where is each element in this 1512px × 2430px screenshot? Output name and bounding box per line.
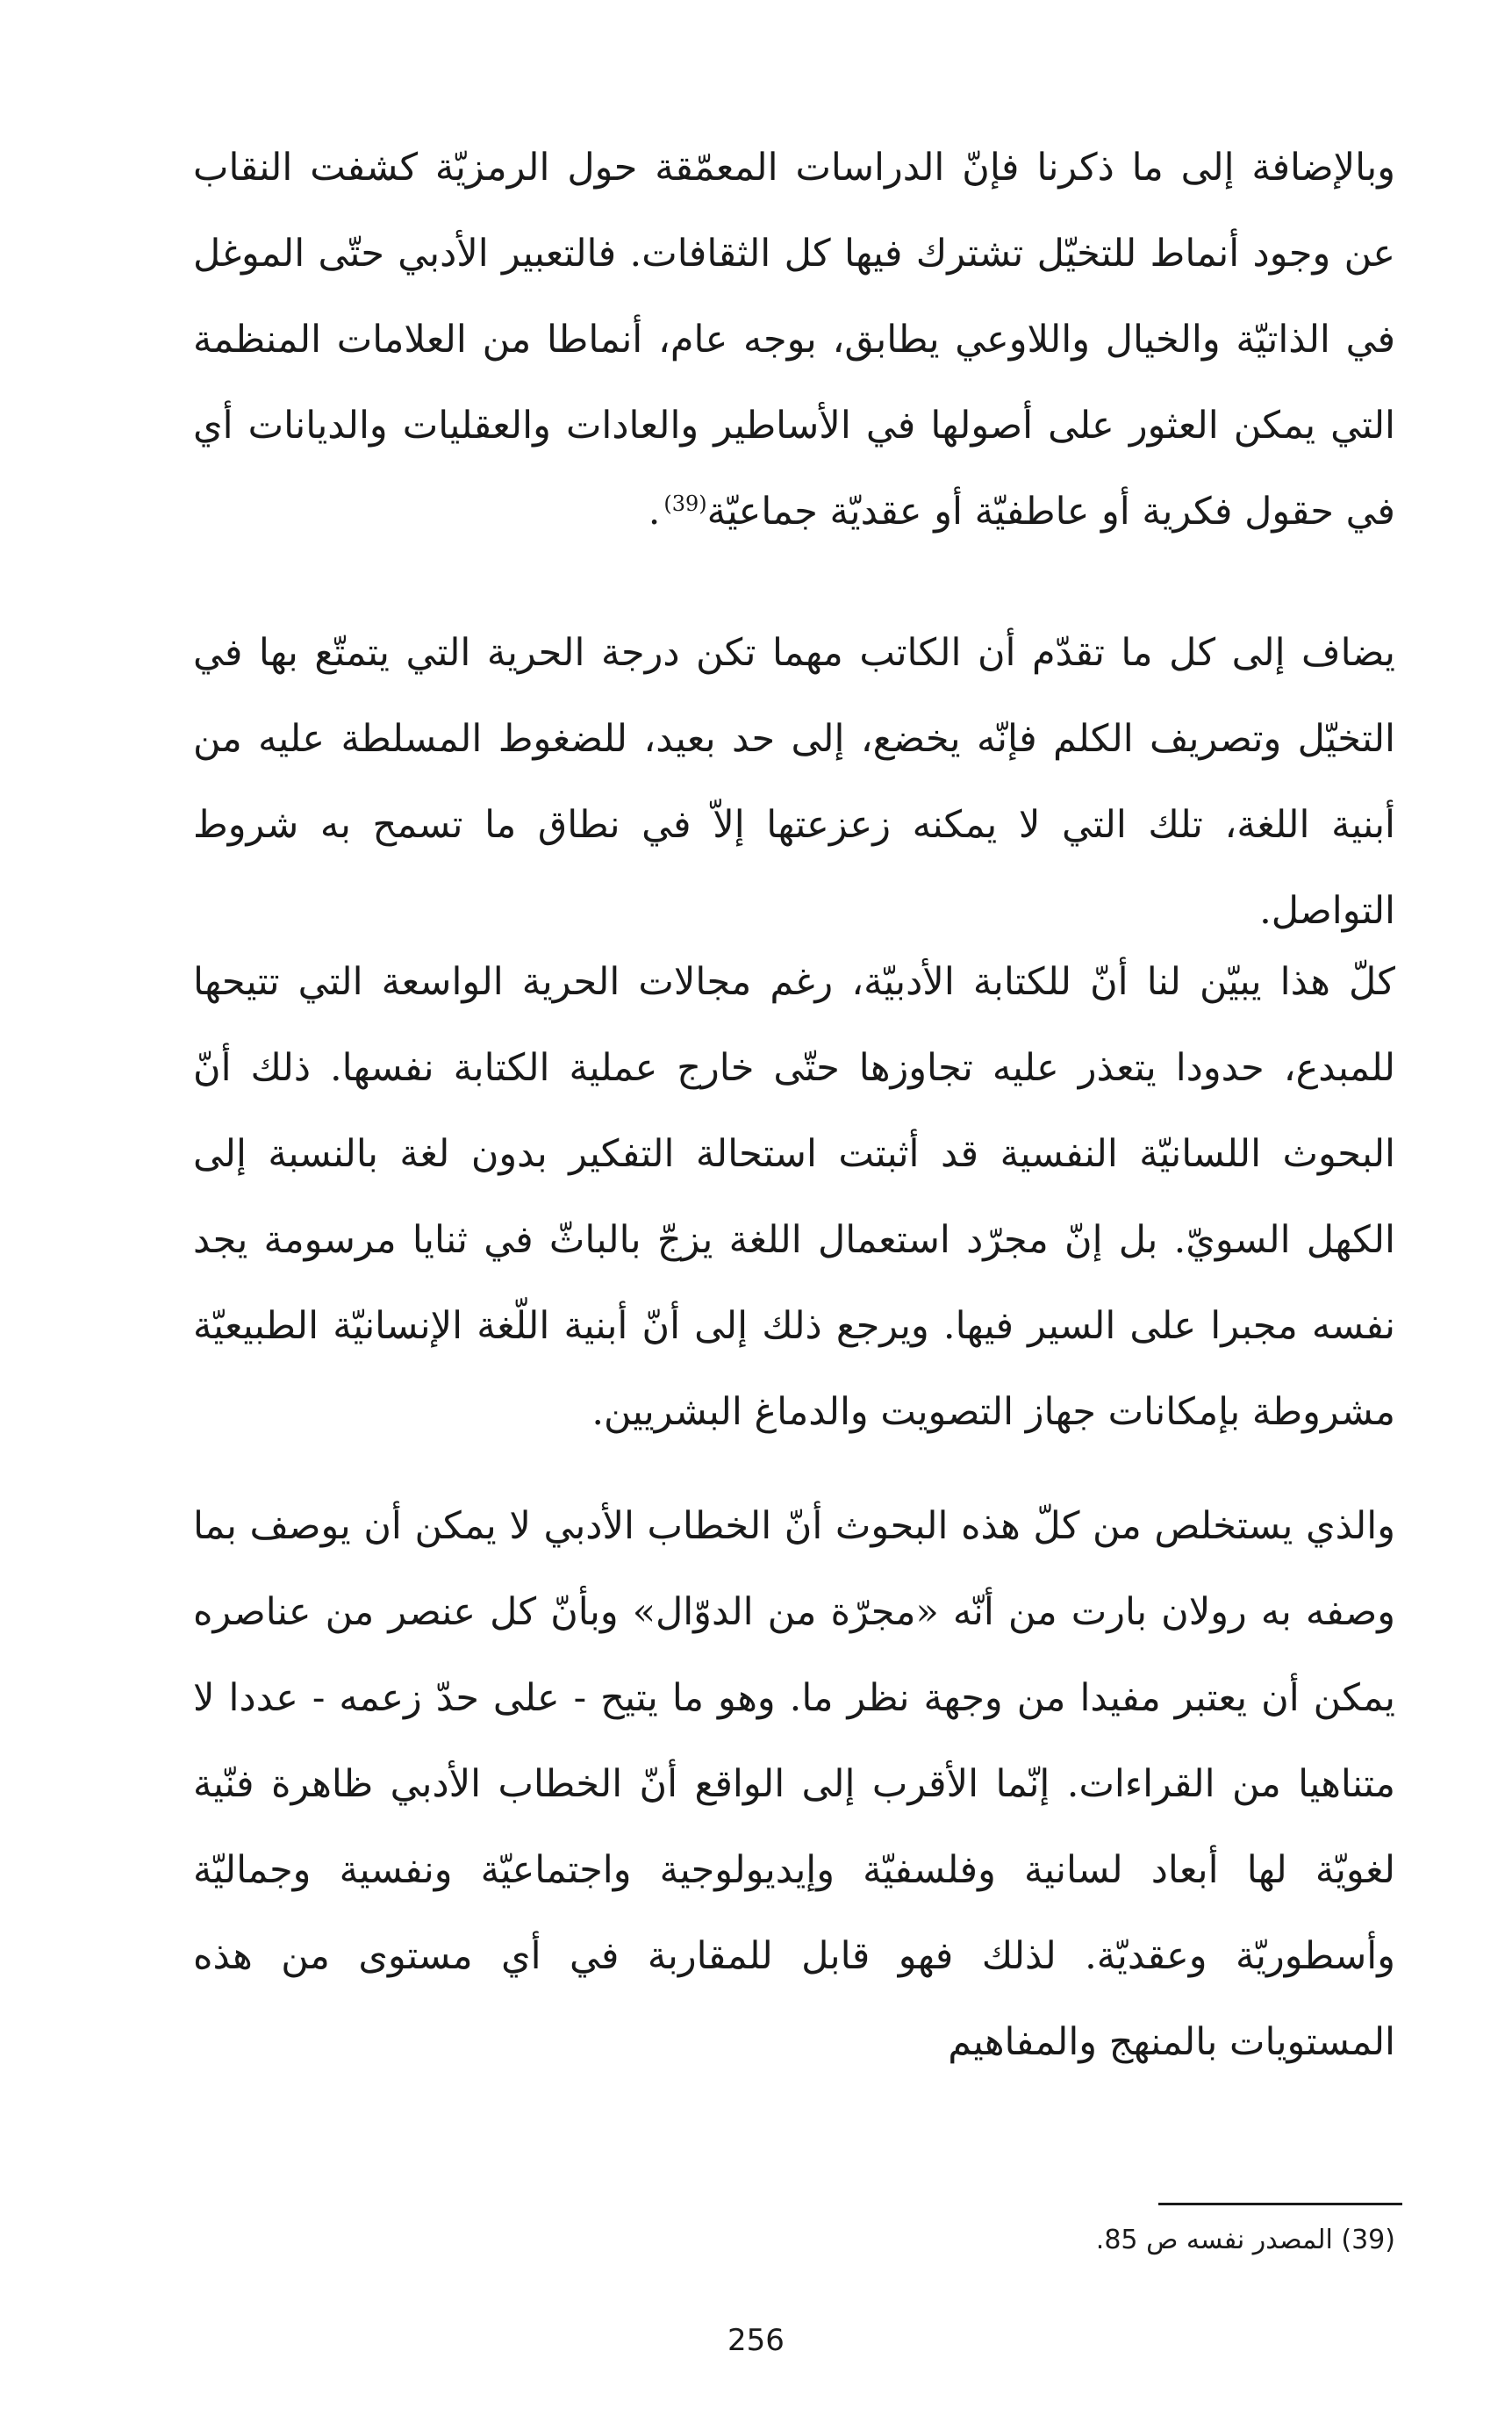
- paragraph-1: [193, 125, 1395, 555]
- footnote-divider: [1158, 2203, 1402, 2205]
- paragraph-2-text: يضاف إلى كل ما تقدّم أن الكاتب مهما تكن درجة الحرية التي يتمتّع بها في التخيّل وتصريف الكلم فإنّه يخضع، إلى حد بعيد، للضغوط المسلطة عليه من أبنية اللغة، تلك التي لا يمكنه زعزعتها إلاّ في نطاق ما تسمح به شروط التواصل.: [193, 631, 1395, 933]
- paragraph-1-end: .: [648, 490, 661, 534]
- footnote-ref-39: (39): [663, 491, 707, 516]
- paragraph-3-text: كلّ هذا يبيّن لنا أنّ للكتابة الأدبيّة، رغم مجالات الحرية الواسعة التي تتيحها للمبدع، حدودا يتعذر عليه تجاوزها حتّى خارج عملية الكتابة نفسها. ذلك أنّ البحوث اللسانيّة النفسية قد أثبتت استحالة التفكير بدون لغة بالنسبة إلى الكهل السويّ. بل إنّ مجرّد استعمال اللغة يزجّ بالباثّ في ثنايا مرسومة يجد نفسه مجبرا على السير فيها. ويرجع ذلك إلى أنّ أبنية اللّغة الإنسانيّة الطبيعيّة مشروطة بإمكانات جهاز التصويت والدماغ البشريين.: [193, 960, 1395, 1434]
- paragraph-4-text: والذي يستخلص من كلّ هذه البحوث أنّ الخطاب الأدبي لا يمكن أن يوصف بما وصفه به رولان بارت من أنّه «مجرّة من الدوّال» وبأنّ كل عنصر من عناصره يمكن أن يعتبر مفيدا من وجهة نظر ما. وهو ما يتيح - على حدّ زعمه - عددا لا متناهيا من القراءات. إنّما الأقرب إلى الواقع أنّ الخطاب الأدبي ظاهرة فنّية لغويّة لها أبعاد لسانية وفلسفيّة وإيديولوجية واجتماعيّة ونفسية وجماليّة وأسطوريّة وعقديّة. لذلك فهو قابل للمقاربة في أي مستوى من هذه المستويات بالمنهج والمفاهيم: [193, 1504, 1395, 2064]
- paragraph-3: [193, 939, 1395, 1455]
- footnote-39: (39) المصدر نفسه ص 85.: [1095, 2225, 1395, 2255]
- page-number: 256: [727, 2323, 785, 2358]
- paragraph-1-text: وبالإضافة إلى ما ذكرنا فإنّ الدراسات المعمّقة حول الرمزيّة كشفت النقاب عن وجود أنماط للتخيّل تشترك فيها كل الثقافات. فالتعبير الأدبي حتّى الموغل في الذاتيّة والخيال واللاوعي يطابق، بوجه عام، أنماطا من العلامات المنظمة التي يمكن العثور على أصولها في الأساطير والعادات والعقليات والديانات أي في حقول فكرية أو عاطفيّة أو عقديّة جماعيّة: [193, 146, 1395, 534]
- paragraph-2: [193, 610, 1395, 954]
- paragraph-4: [193, 1483, 1395, 2085]
